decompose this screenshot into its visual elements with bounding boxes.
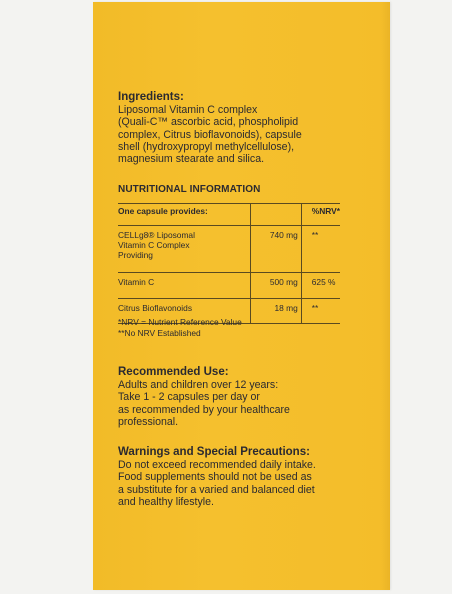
nutrient-amount: 500 mg — [251, 273, 302, 299]
footnote: *NRV = Nutrient Reference Value — [118, 317, 242, 327]
header-amount — [251, 204, 302, 226]
box-edge-shading — [381, 2, 390, 590]
warnings-heading: Warnings and Special Precautions: — [118, 446, 310, 458]
nutrient-name-line: Vitamin C Complex — [118, 240, 190, 251]
ingredients-line: shell (hydroxypropyl methylcellulose), — [118, 140, 295, 153]
ingredients-heading: Ingredients: — [118, 91, 184, 103]
nutrition-footnotes — [118, 317, 242, 339]
nutrient-name: Vitamin C — [118, 273, 251, 299]
warnings-section — [118, 446, 316, 508]
nutrient-name-line: CELLg8® Liposomal — [118, 230, 195, 240]
ingredients-line: (Quali-C™ ascorbic acid, phospholipid — [118, 116, 299, 129]
nutrient-nrv: ** — [301, 226, 340, 273]
ingredients-line: complex, Citrus bioflavonoids), capsule — [118, 128, 302, 141]
recommended-use-line: Adults and children over 12 years: — [118, 379, 279, 391]
header-provides: One capsule provides: — [118, 204, 251, 226]
nutrition-header-row — [118, 204, 340, 226]
table-row — [118, 273, 340, 299]
nutrient-name-line: Providing — [118, 250, 153, 261]
nutrition-table — [118, 203, 340, 324]
nutrition-heading: NUTRITIONAL INFORMATION — [118, 184, 261, 195]
recommended-use-line: as recommended by your healthcare — [118, 403, 290, 416]
nutrient-nrv: 625 % — [301, 273, 340, 299]
ingredients-line: Liposomal Vitamin C complex — [118, 104, 258, 116]
nutrient-name: Citrus Bioflavonoids — [118, 299, 251, 324]
header-nrv: %NRV* — [301, 204, 340, 226]
nutrient-nrv: ** — [301, 299, 340, 324]
ingredients-line: magnesium stearate and silica. — [118, 153, 265, 166]
warnings-line: and healthy lifestyle. — [118, 495, 214, 508]
recommended-use-heading: Recommended Use: — [118, 366, 229, 378]
table-row — [118, 226, 340, 273]
footnote: **No NRV Established — [118, 328, 201, 338]
warnings-line: Food supplements should not be used as — [118, 471, 312, 484]
ingredients-section — [118, 91, 302, 165]
nutrient-amount: 740 mg — [251, 226, 302, 273]
recommended-use-section — [118, 366, 290, 428]
nutrient-amount: 18 mg — [251, 299, 302, 324]
warnings-line: Do not exceed recommended daily intake. — [118, 459, 316, 471]
recommended-use-line: professional. — [118, 415, 179, 428]
warnings-line: a substitute for a varied and balanced diet — [118, 483, 315, 496]
nutrient-name — [118, 226, 251, 273]
recommended-use-line: Take 1 - 2 capsules per day or — [118, 391, 260, 404]
